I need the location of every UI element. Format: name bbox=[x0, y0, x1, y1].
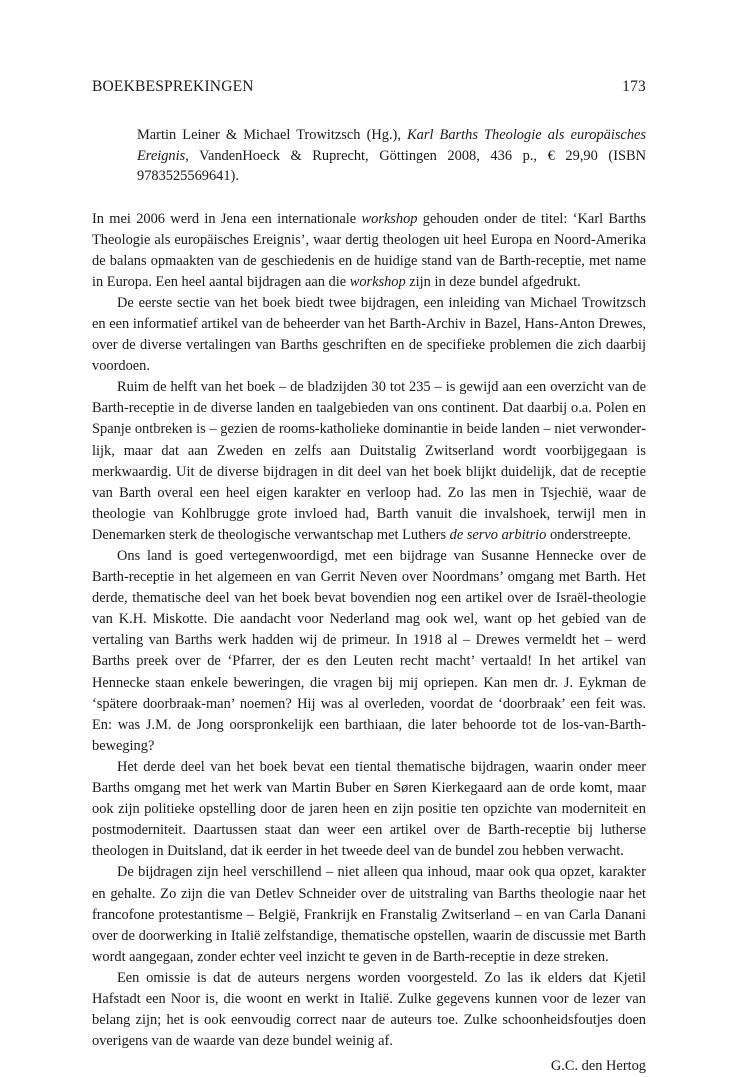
paragraph-text: Een omissie is dat de auteurs nergens worden voorgesteld. Zo las ik elders dat Kjetil Hafstadt een Noor is, die woont en werkt in Italië. Zulke gegevens kunnen voor de lezer van belang zijn; het is ook eenvoudig correct naar de auteurs toe. Zulke schoonheidsfoutjes doen overigens van de waarde van deze bundel weinig af. bbox=[92, 969, 646, 1050]
paragraph-text: onderstreepte. bbox=[546, 526, 632, 543]
citation-authors: Martin Leiner & Michael Trowitzsch (Hg.), bbox=[137, 127, 408, 143]
review-body bbox=[92, 209, 646, 1053]
citation-book-title: Karl Barths Theologie als europäisches Ereignis bbox=[137, 127, 646, 164]
body-paragraph bbox=[92, 377, 646, 546]
paragraph-text: De eerste sectie van het boek biedt twee bijdragen, een inleiding van Michael Trowitzsch en een informatief artikel van de beheerder van het Barth-Archiv in Bazel, Hans-Anton Drewes, over de diverse vertalingen van Barths geschriften en de specifieke problemen die zich daarbij voordoen. bbox=[92, 294, 646, 375]
book-citation bbox=[137, 125, 646, 187]
body-paragraph bbox=[92, 209, 646, 293]
italic-term: workshop bbox=[349, 273, 406, 290]
paragraph-text: zijn in deze bundel afgedrukt. bbox=[405, 273, 581, 290]
review-page bbox=[92, 78, 646, 1077]
body-paragraph bbox=[92, 546, 646, 757]
citation-details: , VandenHoeck & Ruprecht, Göttingen 2008, 436 p., € 29,90 (ISBN 9783525569641). bbox=[137, 147, 646, 184]
body-paragraph bbox=[92, 757, 646, 862]
body-paragraph bbox=[92, 862, 646, 967]
italic-term: workshop bbox=[361, 210, 418, 227]
body-paragraph bbox=[92, 968, 646, 1052]
paragraph-text: gehouden onder de titel: ‘Karl Barths Theologie als europäisches Ereignis’, waar dertig theologen uit heel Europa en Noord-Amerika de balans opmaakten van de geschiedenis en de huidige stand van de Barth-receptie, met name in Europa. Een heel aantal bijdragen aan die bbox=[92, 210, 646, 290]
paragraph-text: In mei 2006 werd in Jena een internationale bbox=[92, 210, 362, 227]
page-number: 173 bbox=[622, 78, 646, 95]
section-title: BOEKBESPREKINGEN bbox=[92, 78, 254, 95]
italic-term: de servo arbitrio bbox=[449, 526, 547, 543]
running-header bbox=[92, 78, 646, 102]
paragraph-text: De bijdragen zijn heel verschillend – niet alleen qua inhoud, maar ook qua opzet, karakter en gehalte. Zo zijn die van Detlev Schneider over de uitstraling van Barths theologie naar het francofone protestantisme – België, Frankrijk en Franstalig Zwitserland – en van Carla Danani over de doorwerking in Italië zelfstandige, thematische opstellen, waarin de discussie met Barth wordt aangegaan, zonder echter veel inzicht te geven in de Barth-receptie in deze streken. bbox=[92, 864, 646, 965]
reviewer-signature: G.C. den Hertog bbox=[550, 1058, 646, 1075]
body-paragraph bbox=[92, 293, 646, 377]
paragraph-text: Ruim de helft van het boek – de bladzijden 30 tot 235 – is gewijd aan een overzicht van de Barth-receptie in de diverse landen en taalgebieden van ons continent. Dat daarbij o.a. Polen en Spanje ontbreken is – gezien de rooms-katholieke dominantie in beide landen – niet verwonderlijk, maar dat aan Zweden en zelfs aan Duitstalig Zwitserland wordt voorbijgegaan is merkwaardig. Uit de diverse bijdragen in dit deel van het boek blijkt duidelijk, dat de receptie van Barth overal een heel eigen karakter en verloop had. Zo las men in Tsjechië, waar de theologie van Kohlbrugge grote invloed had, Barth vanuit die invalshoek, terwijl men in Denemarken sterk de theologische verwantschap met Luthers bbox=[92, 379, 646, 543]
paragraph-text: Ons land is goed vertegenwoordigd, met een bijdrage van Susanne Hennecke over de Barth-receptie in het algemeen en van Gerrit Neven over Noordmans’ omgang met Barth. Het derde, thematische deel van het boek bevat bovendien nog een artikel over de Israël-theologie van K.H. Miskotte. Die aandacht voor Nederland mag ook wel, want op het gebied van de vertaling van Barths werk hadden wij de primeur. In 1918 al – Drewes vermeldt het – werd Barths preek over de ‘Pfarrer, der es den Leuten recht macht’ vertaald! In het artikel van Hennecke staan enkele beweringen, die vragen bij mij opriepen. Kan men dr. J. Eykman de ‘spätere doorbraak-man’ noemen? Hij was al overleden, voordat de ‘doorbraak’ een feit was. En: was J.M. de Jong oorspronkelijk een barthiaan, die later behoorde tot de los-van-Barth-beweging? bbox=[92, 548, 646, 754]
paragraph-text: Het derde deel van het boek bevat een tiental thematische bijdragen, waarin onder meer Barths omgang met het werk van Martin Buber en Søren Kierkegaard aan de orde komt, maar ook zijn politieke opstelling door de jaren heen en zijn positie ten opzichte van moderniteit en postmoderniteit. Daartussen staat dan weer een artikel over de Barth-receptie bij lutherse theologen in Duitsland, dat ik eerder in het tweede deel van de bundel zou hebben verwacht. bbox=[92, 758, 646, 860]
